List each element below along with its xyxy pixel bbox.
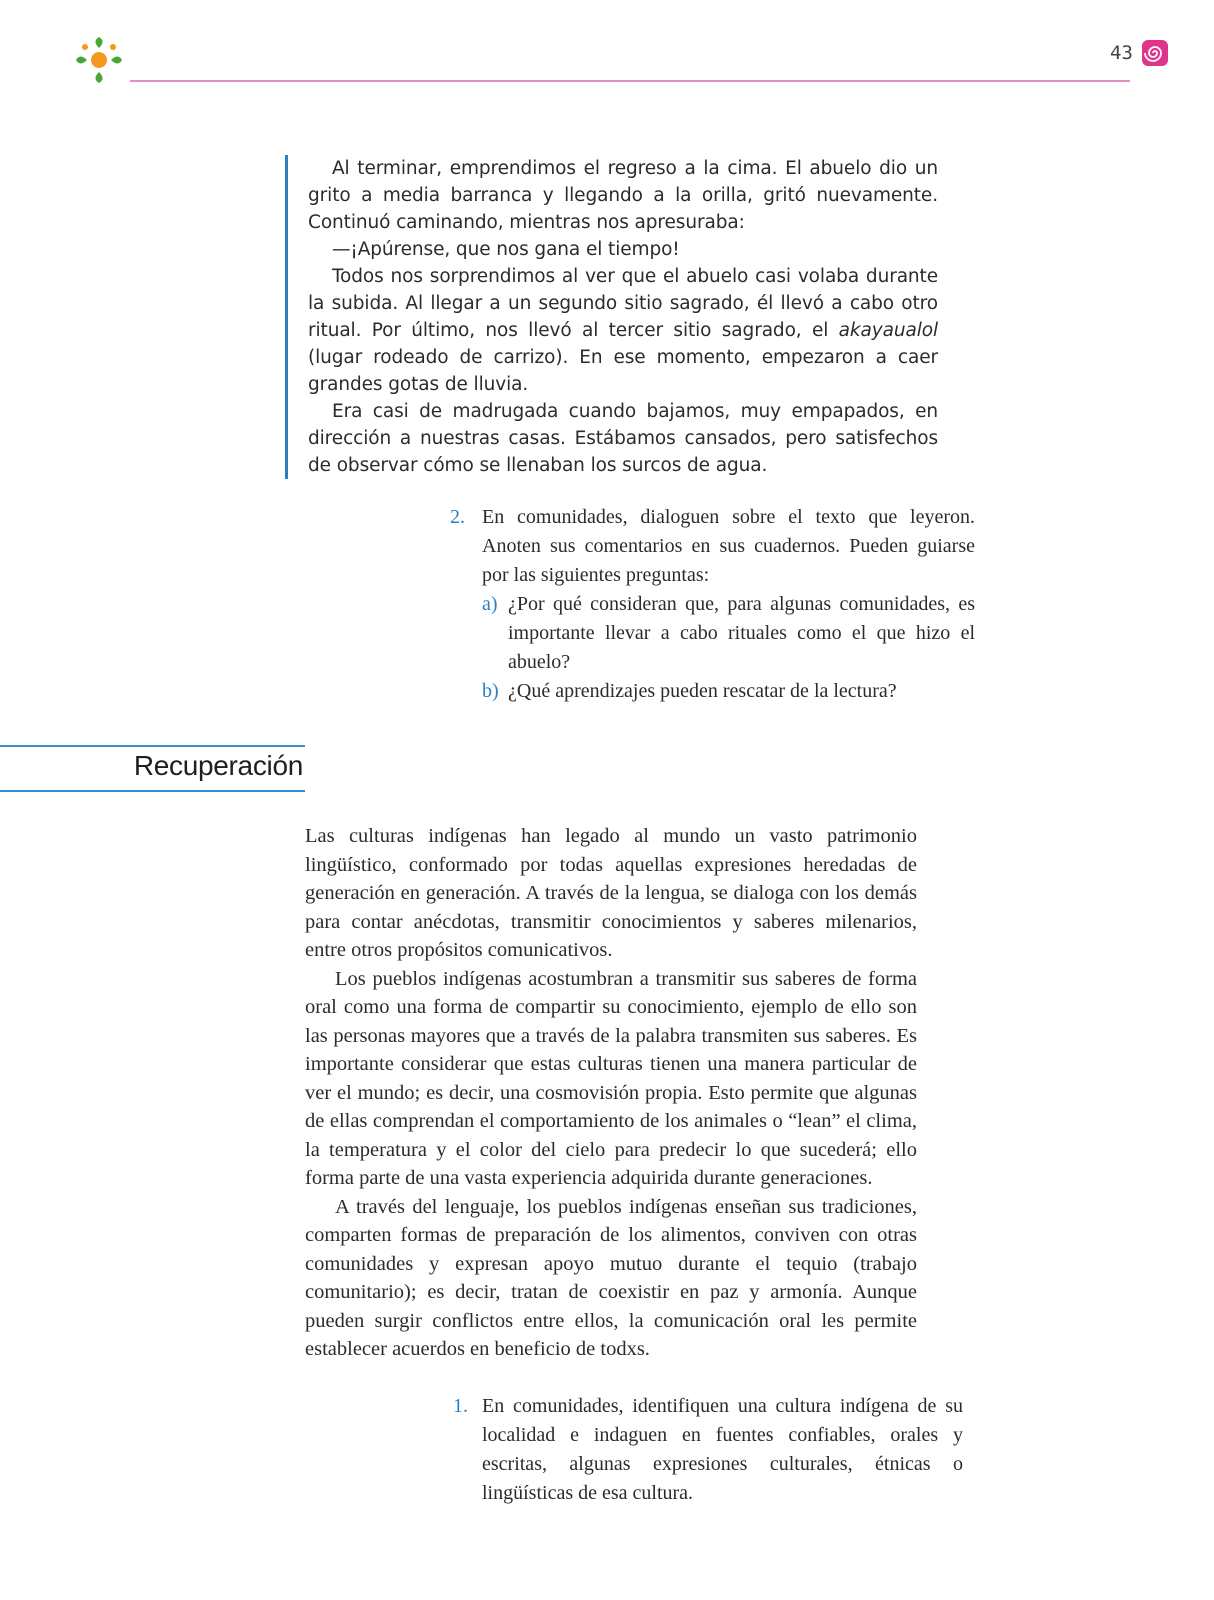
story-paragraph bbox=[308, 263, 938, 398]
activity-2 bbox=[450, 503, 975, 706]
question-item bbox=[482, 677, 975, 706]
activity-number: 1. bbox=[453, 1395, 468, 1417]
recuperacion-body bbox=[305, 822, 917, 1364]
section-rule-bottom bbox=[0, 790, 305, 792]
flower-logo-icon bbox=[72, 33, 126, 87]
story-italic-term: akayaualol bbox=[838, 320, 938, 341]
body-paragraph: Los pueblos indígenas acostumbran a transmitir sus saberes de forma oral como una forma de compartir su conocimiento, ejemplo de ello son las personas mayores que a través de la palabra transmiten sus saberes. Es importante considerar que estas culturas tienen una manera particular de ver el mundo; es decir, una cosmovisión propia. Esto permite que algunas de ellas comprendan el comportamiento de los animales o “lean” el clima, la temperatura y el color del cielo para predecir lo que sucederá; ello forma parte de una vasta experiencia adquirida durante generaciones. bbox=[305, 967, 917, 1189]
story-paragraph: Al terminar, emprendimos el regreso a la cima. El abuelo dio un grito a media barranca y llegando a la orilla, gritó nuevamente. Continuó caminando, mientras nos apresuraba: bbox=[308, 158, 938, 233]
activity-text: En comunidades, identifiquen una cultura indígena de su localidad e indaguen en fuentes confiables, orales y escritas, algunas expresiones culturales, étnicas o lingüísticas de esa cultura. bbox=[482, 1395, 963, 1504]
question-text: ¿Por qué consideran que, para algunas comunidades, es importante llevar a cabo rituales como el que hizo el abuelo? bbox=[508, 593, 975, 673]
question-item bbox=[482, 590, 975, 677]
story-text: (lugar rodeado de carrizo). En ese momento, empezaron a caer grandes gotas de lluvia. bbox=[308, 347, 938, 395]
question-text: ¿Qué aprendizajes pueden rescatar de la lectura? bbox=[508, 680, 897, 702]
section-rule-top bbox=[0, 745, 305, 747]
body-paragraph: Las culturas indígenas han legado al mundo un vasto patrimonio lingüístico, conformado por todas aquellas expresiones heredadas de generación en generación. A través de la lengua, se dialoga con los demás para contar anécdotas, transmitir conocimientos y saberes milenarios, entre otros propósitos comunicativos. bbox=[305, 825, 917, 961]
question-letter: a) bbox=[482, 593, 498, 615]
activity-text: En comunidades, dialoguen sobre el texto que leyeron. Anoten sus comentarios en sus cuadernos. Pueden guiarse por las siguientes preguntas: bbox=[482, 506, 975, 586]
story-excerpt bbox=[285, 155, 938, 479]
activity-1 bbox=[453, 1392, 963, 1508]
spiral-glyph-icon bbox=[1140, 38, 1170, 68]
story-paragraph: Era casi de madrugada cuando bajamos, muy empapados, en dirección a nuestras casas. Estábamos cansados, pero satisfechos de observar cómo se llenaban los surcos de agua. bbox=[308, 401, 938, 476]
header-rule bbox=[130, 80, 1130, 82]
body-paragraph: A través del lenguaje, los pueblos indígenas enseñan sus tradiciones, comparten formas de preparación de los alimentos, conviven con otras comunidades y expresan apoyo mutuo durante el tequio (trabajo comunitario); es decir, tratan de coexistir en paz y armonía. Aunque pueden surgir conflictos entre ellos, la comunicación oral les permite establecer acuerdos en beneficio de todxs. bbox=[305, 1195, 917, 1360]
activity-number: 2. bbox=[450, 506, 465, 528]
story-text: Todos nos sorprendimos al ver que el abuelo casi volaba durante la subida. Al llegar a un segundo sitio sagrado, él llevó a cabo otro ritual. Por último, nos llevó al tercer sitio sagrado, el bbox=[308, 266, 938, 341]
section-title: Recuperación bbox=[133, 750, 303, 781]
question-letter: b) bbox=[482, 680, 499, 702]
story-dialogue: —¡Apúrense, que nos gana el tiempo! bbox=[332, 239, 680, 260]
page-number: 43 bbox=[1110, 42, 1133, 64]
